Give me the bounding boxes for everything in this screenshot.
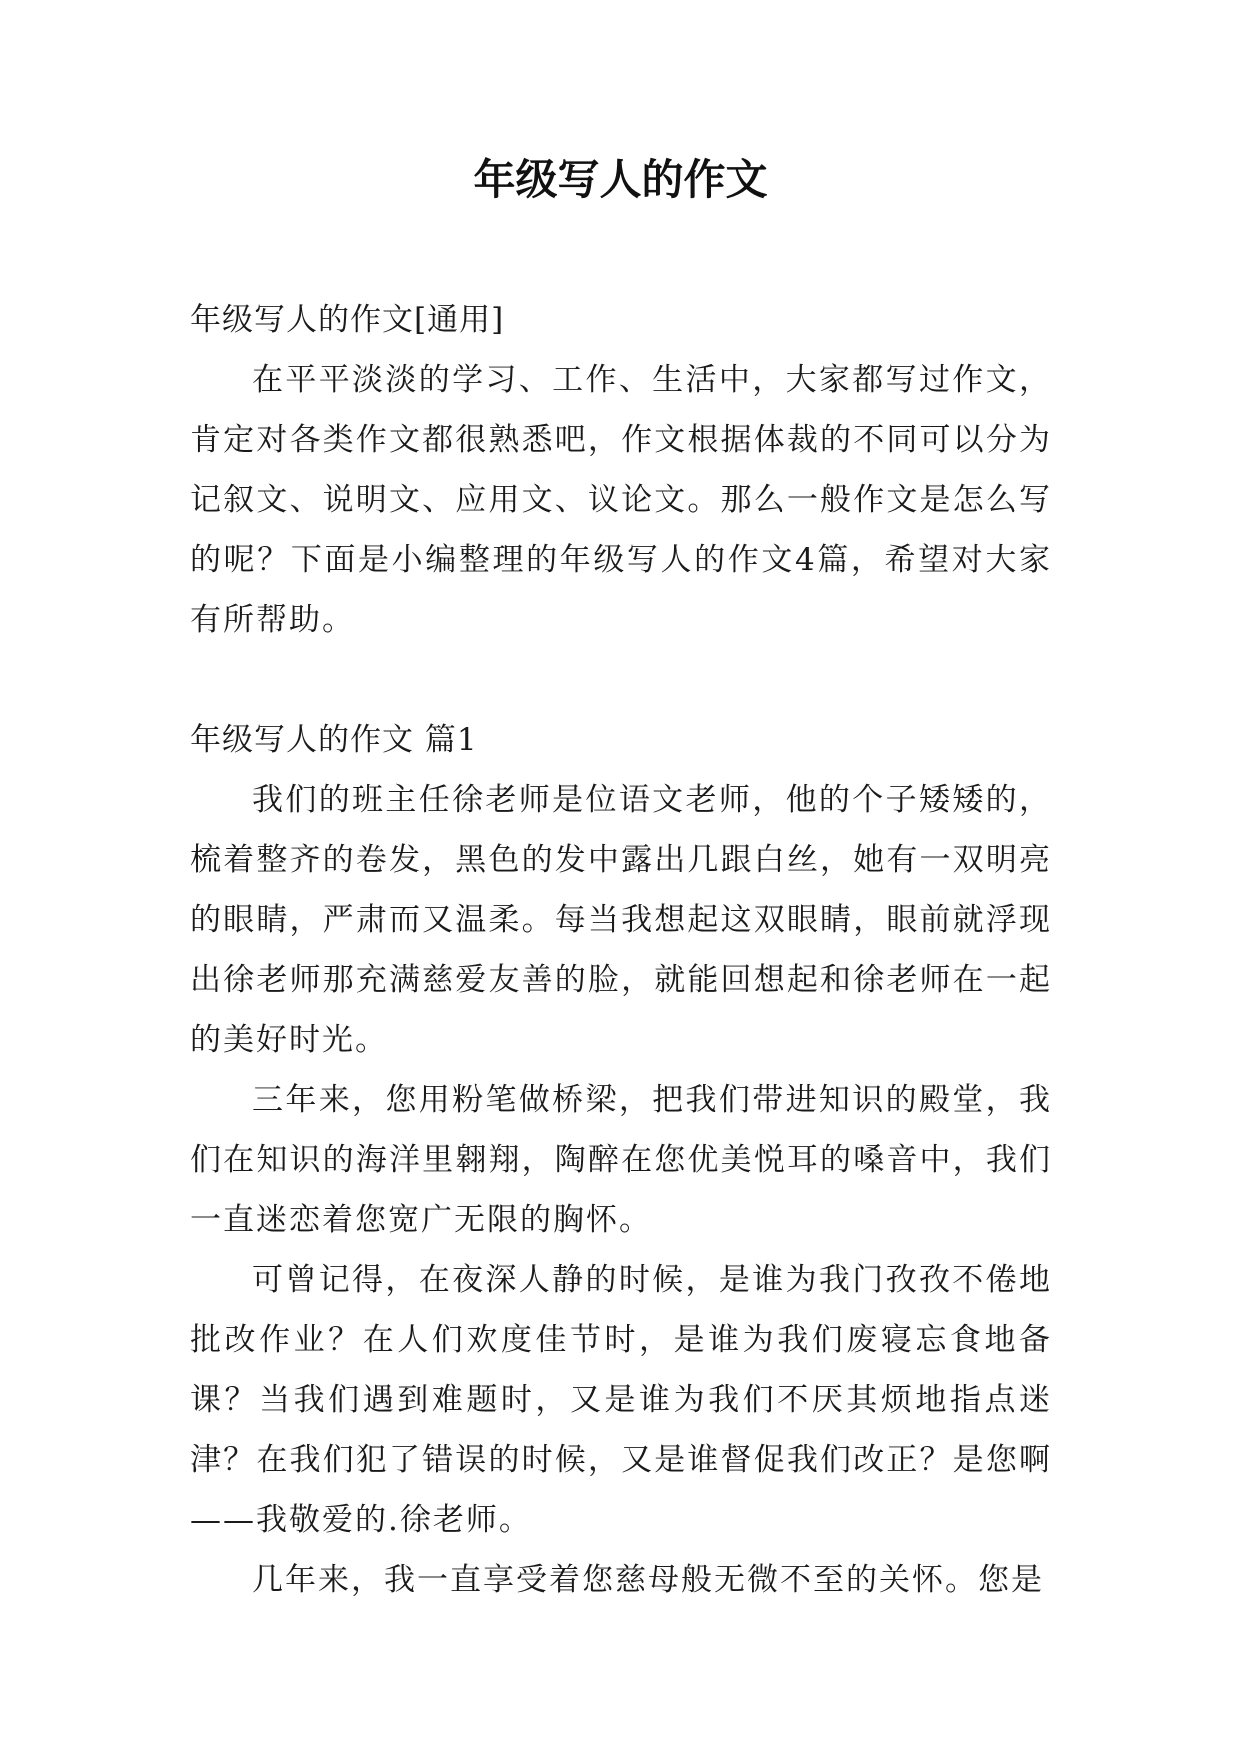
document-title: 年级写人的作文 xyxy=(473,155,768,204)
document-body xyxy=(190,290,1052,1610)
body-paragraph: 三年来，您用粉笔做桥梁，把我们带进知识的殿堂，我们在知识的海洋里翱翔，陶醉在您优美悦耳的嗓音中，我们一直迷恋着您宽广无限的胸怀。 xyxy=(190,1082,1052,1238)
intro-paragraph: 在平平淡淡的学习、工作、生活中，大家都写过作文，肯定对各类作文都很熟悉吧，作文根据体裁的不同可以分为记叙文、说明文、应用文、议论文。那么一般作文是怎么写的呢？下面是小编整理的年级写人的作文4篇，希望对大家有所帮助。 xyxy=(190,362,1052,638)
section-heading: 年级写人的作文 篇1 xyxy=(190,722,478,758)
body-paragraph: 几年来，我一直享受着您慈母般无微不至的关怀。您是 xyxy=(252,1562,1044,1598)
document-subtitle: 年级写人的作文[通用] xyxy=(190,302,505,338)
section-spacer xyxy=(190,650,1052,710)
body-paragraph: 可曾记得，在夜深人静的时候，是谁为我门孜孜不倦地批改作业？在人们欢度佳节时，是谁为我们废寝忘食地备课？当我们遇到难题时，又是谁为我们不厌其烦地指点迷津？在我们犯了错误的时候，又是谁督促我们改正？是您啊——我敬爱的.徐老师。 xyxy=(190,1262,1052,1538)
body-paragraph: 我们的班主任徐老师是位语文老师，他的个子矮矮的，梳着整齐的卷发，黑色的发中露出几跟白丝，她有一双明亮的眼睛，严肃而又温柔。每当我想起这双眼睛，眼前就浮现出徐老师那充满慈爱友善的脸，就能回想起和徐老师在一起的美好时光。 xyxy=(190,782,1052,1058)
